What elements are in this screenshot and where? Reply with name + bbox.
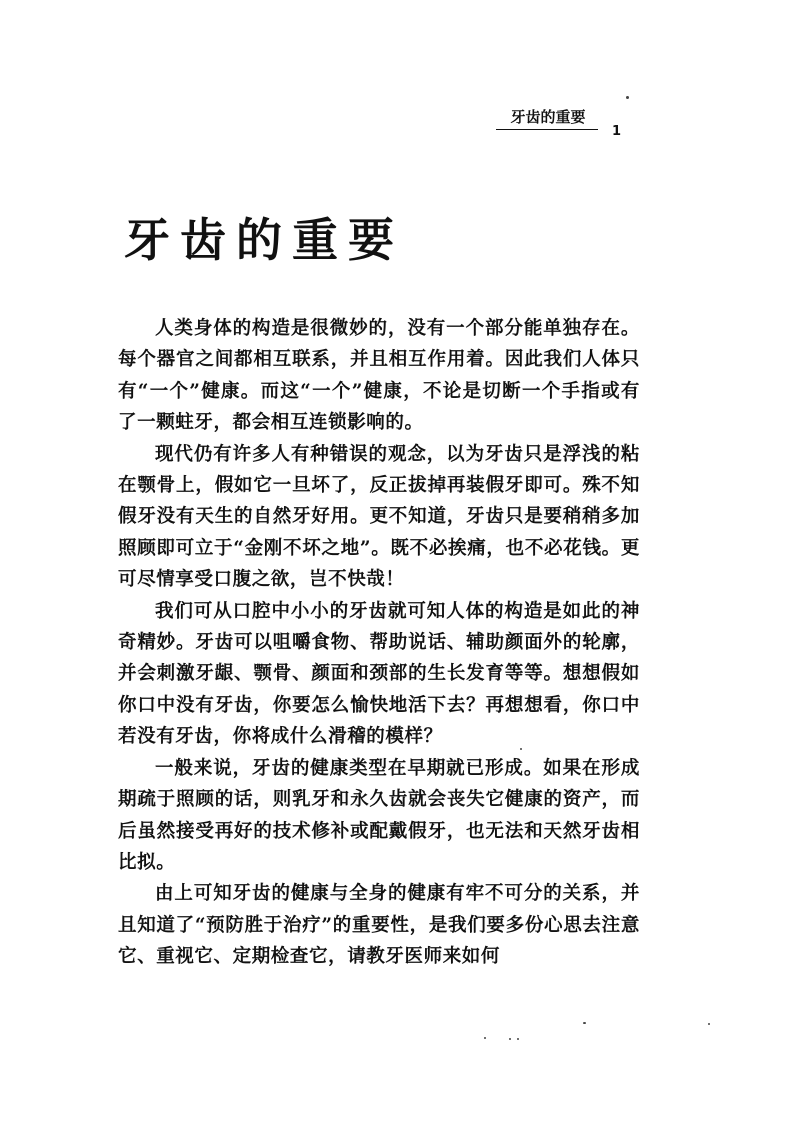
scan-speck [583,1022,586,1024]
chapter-title: 牙齿的重要 [124,213,404,267]
scan-speck [520,748,522,750]
scan-speck [509,1038,511,1040]
scan-speck [626,96,629,99]
paragraph: 由上可知牙齿的健康与全身的健康有牢不可分的关系，并且知道了“预防胜于治疗”的重要性，是我们要多份心思去注意它、重视它、定期检查它，请教牙医师来如何 [118,883,640,968]
scan-speck [517,1038,519,1040]
body-text [118,313,640,973]
paragraph: 现代仍有许多人有种错误的观念，以为牙齿只是浮浅的粘在颚骨上，假如它一旦坏了，反正拔掉再装假牙即可。殊不知假牙没有天生的自然牙好用。更不知道，牙齿只是要稍稍多加照顾即可立于“金刚不坏之地”。既不必挨痛，也不必花钱。更可尽情享受口腹之欲，岂不快哉！ [118,443,640,591]
running-header: 牙齿的重要 [510,108,586,126]
paragraph: 人类身体的构造是很微妙的，没有一个部分能单独存在。每个器官之间都相互联系，并且相互作用着。因此我们人体只有“一个”健康。而这“一个”健康，不论是切断一个手指或有了一颗蛀牙，都会相互连锁影响的。 [118,318,640,434]
header-rule [496,129,598,130]
page-number: 1 [612,124,622,139]
scan-speck [484,1037,486,1039]
paragraph: 我们可从口腔中小小的牙齿就可知人体的构造是如此的神奇精妙。牙齿可以咀嚼食物、帮助说话、辅助颜面外的轮廓，并会刺激牙龈、颚骨、颜面和颈部的生长发育等等。想想假如你口中没有牙齿，你要怎么愉快地活下去？再想想看，你口中若没有牙齿，你将成什么滑稽的模样？ [118,600,640,748]
paragraph: 一般来说，牙齿的健康类型在早期就已形成。如果在形成期疏于照顾的话，则乳牙和永久齿就会丧失它健康的资产，而后虽然接受再好的技术修补或配戴假牙，也无法和天然牙齿相比拟。 [118,757,640,873]
scan-speck [708,1023,710,1025]
